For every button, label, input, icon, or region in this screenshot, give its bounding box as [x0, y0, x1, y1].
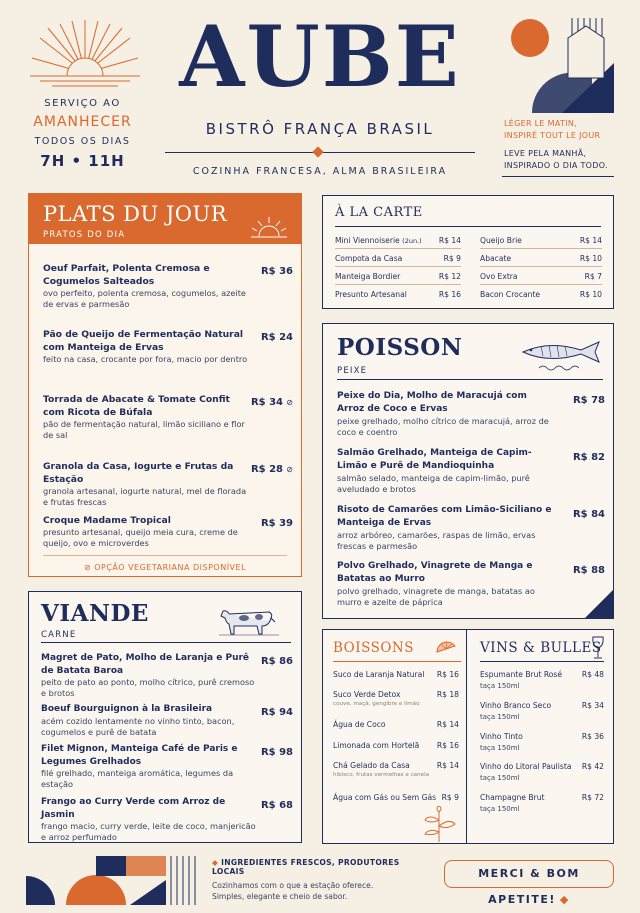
dish-desc: frango macio, curry verde, leite de coco, manjericão e arroz perfumado	[41, 821, 256, 842]
divider	[337, 379, 603, 380]
carte-item	[480, 236, 602, 245]
carte-item	[480, 272, 602, 281]
dish-desc: granola artesanal, iogurte natural, mel de florada e frutas frescas	[43, 486, 247, 507]
wine-item	[480, 793, 604, 813]
wine-item	[480, 701, 604, 721]
drink-name: Suco de Laranja Natural	[333, 670, 425, 679]
drink-price: R$ 14	[436, 720, 459, 729]
dish-item	[41, 652, 293, 699]
wine-item	[480, 732, 604, 752]
leaf-icon: ⊘	[83, 563, 92, 572]
dish-item	[337, 560, 605, 608]
diamond-icon: ◆	[559, 893, 570, 906]
motto-pt2: INSPIRADO O DIA TODO.	[504, 161, 608, 170]
dish-name: Granola da Casa, Iogurte e Frutas da Estação	[43, 461, 234, 485]
carte-item-name: Bacon Crocante	[480, 290, 541, 299]
wine-name: Vinho Branco Seco	[480, 701, 552, 710]
carte-item	[335, 272, 461, 281]
dish-name: Filet Mignon, Manteiga Café de Paris e Legumes Grelhados	[41, 744, 238, 767]
dish-desc: acém cozido lentamente no vinho tinto, bacon, cogumelos e purê de batata	[41, 715, 235, 737]
service-hours	[20, 98, 145, 170]
dish-item	[337, 447, 605, 495]
drink-price: R$ 9	[441, 793, 459, 802]
dish-item	[337, 504, 605, 552]
a-la-carte-section	[322, 195, 614, 309]
dish-name: Polvo Grelhado, Vinagrete de Manga e Batatas ao Murro	[337, 561, 533, 584]
carte-item-price: R$ 14	[579, 236, 602, 245]
sun-icon	[251, 216, 287, 238]
geometric-art	[26, 856, 196, 905]
brand-subtitle: BISTRÔ FRANÇA BRASIL	[205, 120, 435, 138]
dish-price: R$ 39	[260, 518, 293, 529]
dish-desc: polvo grelhado, vinagrete de manga, batatas ao murro e azeite de páprica	[337, 586, 535, 607]
drink-price: R$ 16	[436, 670, 459, 679]
wine-serving: taça 150ml	[480, 774, 520, 782]
merci-banner	[444, 860, 614, 906]
hours-line1: SERVIÇO AO	[44, 98, 121, 109]
dish-item	[43, 460, 293, 508]
footer-line3: Simples, elegante e cheio de sabor.	[212, 892, 348, 901]
viande-title: VIANDE	[41, 600, 149, 627]
dish-name: Magret de Pato, Molho de Laranja e Purê de Batata Baroa	[41, 653, 250, 676]
divider	[333, 661, 461, 662]
wine-price: R$ 36	[581, 732, 604, 741]
vegetarian-note	[29, 563, 301, 572]
boissons-title: BOISSONS	[333, 640, 414, 656]
leaf-icon: ⊘	[286, 465, 293, 474]
drink-item	[333, 690, 459, 707]
carte-item-name: Presunto Artesanal	[335, 290, 407, 299]
footer-note	[212, 858, 432, 902]
dish-name: Oeuf Parfait, Polenta Cremosa e Cogumelos Salteados	[43, 263, 210, 287]
carte-item-price: R$ 7	[584, 272, 602, 281]
dish-price: R$ 78	[572, 395, 605, 406]
drink-price: R$ 16	[436, 741, 459, 750]
dish-item	[41, 743, 293, 790]
dish-price: R$ 36	[260, 266, 293, 277]
carte-item	[480, 290, 602, 299]
carte-item-price: R$ 16	[438, 290, 461, 299]
dish-item	[337, 390, 605, 438]
drink-desc: couve, maçã, gengibre e limão	[333, 701, 420, 707]
wine-price: R$ 72	[581, 793, 604, 802]
carte-title: À LA CARTE	[335, 205, 423, 220]
dish-price: R$ 24	[260, 332, 293, 343]
motto-fr1: LÉGER LE MATIN,	[504, 119, 577, 128]
footer-line2: Cozinhamos com o que a estação oferece.	[212, 881, 374, 890]
fish-icon	[519, 336, 605, 372]
carte-item-price: R$ 12	[438, 272, 461, 281]
diamond-icon: ◆	[212, 858, 219, 867]
leaf-icon: ⊘	[286, 398, 293, 407]
wine-price: R$ 48	[581, 670, 604, 679]
corner-ornament	[585, 590, 613, 618]
drink-item	[333, 720, 459, 729]
carte-item-price: R$ 10	[579, 254, 602, 263]
carte-item-price: R$ 10	[579, 290, 602, 299]
wine-serving: taça 150ml	[480, 682, 520, 690]
wine-item	[480, 670, 604, 690]
divider	[466, 630, 467, 843]
dish-desc: ovo perfeito, polenta cremosa, cogumelos, azeite de ervas e parmesão	[43, 288, 246, 309]
dish-price: R$ 68	[260, 800, 293, 811]
dish-name: Salmão Grelhado, Manteiga de Capim-Limão e Purê de Mandioquinha	[337, 448, 532, 471]
poisson-title: POISSON	[337, 334, 463, 361]
drink-price: R$ 14	[436, 761, 459, 770]
dish-name: Torrada de Abacate & Tomate Confit com Ricota de Búfala	[43, 394, 230, 418]
carte-item	[480, 254, 602, 263]
drink-price: R$ 18	[436, 690, 459, 699]
citrus-icon	[435, 638, 457, 656]
dish-desc: peito de pato ao ponto, molho cítrico, purê cremoso e brotos	[41, 677, 255, 698]
divider	[43, 555, 287, 556]
dish-name: Croque Madame Tropical	[43, 515, 171, 526]
drink-name: Chá Gelado da Casa	[333, 761, 410, 770]
dish-price: R$ 94	[260, 707, 293, 718]
wine-name: Vinho do Litoral Paulista	[480, 762, 572, 771]
dish-name: Risoto de Camarões com Limão-Siciliano e Manteiga de Ervas	[337, 505, 552, 528]
dish-desc: feito na casa, crocante por fora, macio por dentro	[43, 354, 248, 364]
dish-desc: peixe grelhado, molho cítrico de maracujá, arroz de coco e coentro	[337, 416, 549, 437]
carte-item-name: Mini Viennoiserie	[335, 236, 400, 245]
drink-name: Suco Verde Detox	[333, 690, 401, 699]
wine-price: R$ 42	[581, 762, 604, 771]
hours-time: 7H • 11H	[40, 152, 125, 170]
drink-name: Água de Coco	[333, 720, 386, 729]
drinks-section	[322, 629, 614, 844]
poisson-subtitle: PEIXE	[337, 366, 368, 376]
carte-item-name: Ovo Extra	[480, 272, 518, 281]
drink-item	[333, 761, 459, 778]
plats-subtitle: PRATOS DO DIA	[43, 230, 126, 240]
dish-item	[43, 262, 293, 310]
dish-name: Peixe do Dia, Molho de Maracujá com Arroz de Coco e Ervas	[337, 391, 527, 414]
drink-item	[333, 793, 459, 802]
dish-item	[41, 796, 293, 843]
drink-item	[333, 741, 459, 750]
dish-item	[43, 328, 293, 365]
merci-text: MERCI & BOM APETITE!	[478, 867, 580, 906]
dish-item	[43, 514, 293, 549]
carte-item-name: Queijo Brie	[480, 236, 522, 245]
plats-title: PLATS DU JOUR	[43, 202, 228, 226]
wine-serving: taça 150ml	[480, 744, 520, 752]
dish-desc: salmão selado, manteiga de capim-limão, purê aveludado e brotos	[337, 473, 530, 494]
hours-line3: TODOS OS DIAS	[34, 136, 131, 147]
dish-price: R$ 84	[572, 509, 605, 520]
wine-name: Espumante Brut Rosé	[480, 670, 563, 679]
wine-price: R$ 34	[581, 701, 604, 710]
dish-price: R$ 28	[250, 464, 283, 475]
carte-item-name: Compota da Casa	[335, 254, 403, 263]
carte-item	[335, 290, 461, 299]
viande-subtitle: CARNE	[41, 630, 77, 640]
wine-name: Champagne Brut	[480, 793, 545, 802]
dish-desc: filé grelhado, manteiga aromática, legumes da estação	[41, 768, 234, 789]
carte-item-name: Manteiga Bordier	[335, 272, 401, 281]
drink-name: Limonada com Hortelã	[333, 741, 420, 750]
motto	[504, 118, 619, 172]
dish-item	[43, 393, 293, 441]
footer-line1: INGREDIENTES FRESCOS, PRODUTORES LOCAIS	[212, 858, 400, 876]
hours-line2: AMANHECER	[33, 114, 132, 130]
dish-desc: presunto artesanal, queijo meia cura, creme de queijo, ovo e microverdes	[43, 527, 238, 548]
dish-name: Pão de Queijo de Fermentação Natural com Manteiga de Ervas	[43, 329, 244, 353]
carte-item	[335, 236, 461, 245]
cow-icon	[219, 604, 279, 638]
motto-fr2: INSPIRÉ TOUT LE JOUR	[504, 131, 601, 140]
divider	[480, 661, 604, 662]
carte-item-price: R$ 9	[443, 254, 461, 263]
wine-serving: taça 150ml	[480, 805, 520, 813]
carte-item-note: (2un.)	[402, 237, 422, 245]
viande-section	[28, 591, 302, 843]
dish-desc: pão de fermentação natural, limão siciliano e flor de sal	[43, 419, 245, 440]
wine-item	[480, 762, 604, 782]
drink-desc: hibisco, frutas vermelhas e canela	[333, 772, 430, 778]
dish-price: R$ 98	[260, 747, 293, 758]
carte-item	[335, 254, 461, 263]
drink-item	[333, 670, 459, 679]
carte-item-price: R$ 14	[438, 236, 461, 245]
brand-title: AUBE	[179, 7, 461, 106]
dish-price: R$ 82	[572, 452, 605, 463]
wine-name: Vinho Tinto	[480, 732, 523, 741]
plats-du-jour-section	[28, 193, 302, 577]
dish-price: R$ 34	[250, 397, 283, 408]
wine-serving: taça 150ml	[480, 713, 520, 721]
divider	[41, 642, 291, 643]
diamond-icon	[312, 146, 323, 157]
poisson-section	[322, 323, 614, 619]
dish-price: R$ 86	[260, 656, 293, 667]
sunrise-icon	[30, 18, 140, 88]
brand-tagline: COZINHA FRANCESA, ALMA BRASILEIRA	[192, 166, 448, 177]
geometric-art	[502, 18, 614, 113]
motto-pt1: LEVE PELA MANHÃ,	[504, 149, 587, 158]
vins-title: VINS & BULLES	[480, 640, 602, 656]
plant-icon	[419, 806, 459, 842]
vegetarian-note-text: OPÇÃO VEGETARIANA DISPONÍVEL	[94, 563, 247, 572]
dish-desc: arroz arbóreo, camarões, raspas de limão, ervas frescas e parmesão	[337, 530, 536, 551]
drink-name: Água com Gás ou Sem Gás	[333, 793, 437, 802]
carte-item-name: Abacate	[480, 254, 512, 263]
dish-price: R$ 88	[572, 565, 605, 576]
divider	[502, 176, 614, 177]
dish-item	[41, 703, 293, 738]
divider	[335, 226, 601, 227]
dish-name: Boeuf Bourguignon à la Brasileira	[41, 704, 213, 714]
dish-name: Frango ao Curry Verde com Arroz de Jasmin	[41, 797, 226, 820]
wine-glass-icon	[591, 636, 605, 660]
